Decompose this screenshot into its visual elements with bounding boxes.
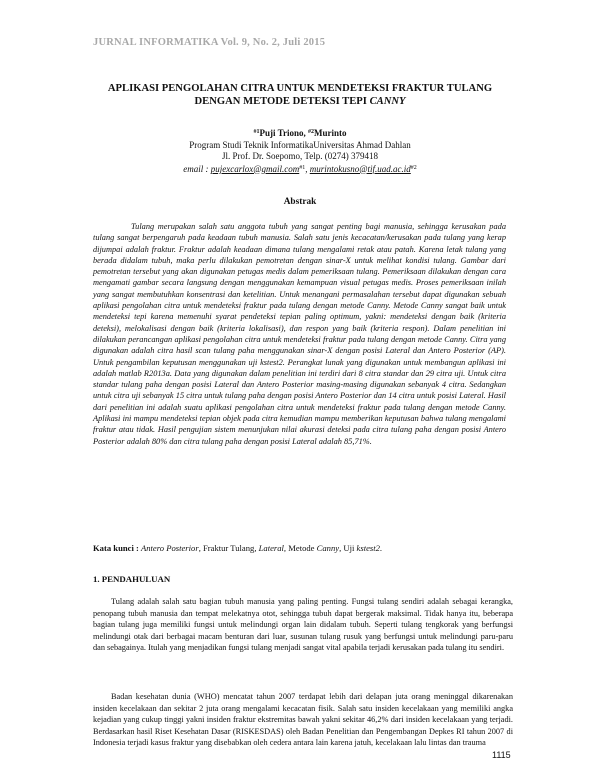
journal-running-header: JURNAL INFORMATIKA Vol. 9, No. 2, Juli 2015 bbox=[93, 37, 326, 48]
author-names bbox=[60, 127, 540, 140]
author-emails: email : pujexcarlox@gmail.com$^{\#1}$, $murintokusno@tif.uad.ac.id^{\#2}$ bbox=[183, 163, 417, 174]
email-2-marker: #2 bbox=[410, 164, 417, 171]
section-heading-pendahuluan: 1. PENDAHULUAN bbox=[93, 574, 171, 584]
page-number: 1115 bbox=[492, 750, 511, 760]
author-2-name: Murinto bbox=[313, 128, 347, 138]
title-line-2 bbox=[60, 95, 540, 108]
title-line-1: APLIKASI PENGOLAHAN CITRA UNTUK MENDETEKSI FRAKTUR TULANG bbox=[107, 83, 493, 94]
title-line-2-text: DENGAN METODE DETEKSI TEPI bbox=[194, 96, 367, 107]
keyword-kstest2: kstest2 bbox=[356, 543, 380, 553]
title-method-name: CANNY bbox=[369, 96, 406, 107]
keywords bbox=[93, 543, 513, 553]
abstract-text: Tulang merupakan salah satu anggota tubuh yang sangat penting bagi manusia, sehingga kerusakan pada tulang sangat berpengaruh pada keadaan tubuh manusia. Salah satu jenis kecacatan/kerusakan pada tulang yang kerap dijumpai adalah fraktur. Fraktur adalah keadaan dimana tulang mengalami retak atau patah. Karena letak tulang yang berada didalam tubuh, maka perlu dilakukan pemotretan dengan sinar-X untuk melihat kondisi tulang. Gambar dari pemotretan tersebut yang akan digunakan petugas medis dalam pemeriksaan tulang. Pemeriksaan dilakukan dengan cara mengamati gambar secara langsung dengan menggunakan kemampuan visual petugas medis. Proses pemeriksaan inilah yang sangat membutuhkan konsentrasi dan ketelitian. Untuk menangani permasalahan tersebut dapat digunakan sebuah aplikasi pengolahan citra untuk mendeteksi fraktur pada tulang dengan metode Canny. Metode Canny sangat baik untuk mendeteksi tepi karena memenuhi syarat pendeteksi tepian paling optimum, yakni: mendeteksi dengan baik (kriteria deteksi), melokalisasi dengan baik (kriteria lokalisasi), dan respon yang baik (kriteria respon). Dalam penelitian ini dilakukan perancangan aplikasi pengolahan citra untuk mendeteksi fraktur pada tulang dengan metode Canny. Citra yang digunakan adalah citra hasil scan tulang paha menggunakan sinar-X dengan posisi Lateral dan Antero Posterior (AP). Untuk pengambilan keputusan menggunakan uji kstest2. Perangkat lunak yang digunakan untuk membangun aplikasi ini adalah matlab R2013a. Data yang digunakan dalam penelitian ini terdiri dari 8 citra standar dan 29 citra uji. Untuk citra standar tulang paha dengan posisi Lateral dan Antero Posterior masing-masing digunakan sebanyak 4 citra. Sedangkan untuk citra uji sebanyak 15 citra untuk tulang paha dengan posisi Antero Posterior dan 14 citra untuk posisi Lateral. Hasil dari penelitian ini adalah suatu aplikasi pengolahan citra untuk mendeteksi fraktur pada tulang dengan metode Canny. Aplikasi ini mampu mendeteksi tepian objek pada citra kemudian mampu memberikan keputusan bahwa tulang mengalami fraktur atau tidak. Hasil pengujian sistem menunjukan nilai akurasi deteksi pada citra tulang paha dengan posisi Antero Posterior adalah 80% dan citra tulang paha dengan posisi Lateral adalah 85,71%. bbox=[93, 222, 506, 446]
abstract-heading: Abstrak bbox=[283, 197, 317, 207]
keywords-label: Kata kunci : bbox=[93, 543, 139, 553]
body-paragraph-2: Badan kesehatan dunia (WHO) mencatat tahun 2007 terdapat lebih dari delapan juta orang meninggal dikarenakan insiden kecelakaan dan sekitar 2 juta orang mengalami kecacatan fisik. Salah satu insiden kecelakaan yang memiliki angka kejadian yang cukup tinggi yakni insiden fraktur ekstremitas bawah yakni sekitar 46,2% dari insiden kecelakaan yang terjadi. Berdasarkan hasil Riset Kesehatan Dasar (RISKESDAS) oleh Badan Penelitian dan Pengembangan Depkes RI tahun 2007 di Indonesia terjadi kasus fraktur yang disebabkan oleh cedera antara lain karena jatuh, kecelakaan lalu lintas dan trauma bbox=[93, 692, 513, 748]
author-1-marker: #1 bbox=[253, 129, 260, 135]
author-2-marker: #2 bbox=[307, 129, 314, 135]
keyword-canny: Canny bbox=[316, 543, 340, 553]
keyword-sep-2: Metode bbox=[286, 543, 317, 553]
email-label: email bbox=[183, 163, 204, 174]
author-1-name: Puji Triono, bbox=[259, 128, 306, 138]
email-link-1[interactable]: pujexcarlox@gmail.com bbox=[210, 163, 300, 174]
author-address: Jl. Prof. Dr. Soepomo, Telp. (0274) 379418 bbox=[222, 151, 378, 161]
email-link-2[interactable]: murintokusno@tif.uad.ac.id bbox=[309, 163, 411, 174]
keyword-end: . bbox=[379, 543, 383, 553]
keyword-antero-posterior: Antero Posterior bbox=[141, 543, 199, 553]
keyword-lateral: Lateral, bbox=[258, 543, 287, 553]
keyword-sep-3: , Uji bbox=[339, 543, 357, 553]
email-1-marker: #1 bbox=[299, 164, 306, 171]
author-block bbox=[60, 127, 540, 175]
keyword-sep-1: , Fraktur Tulang, bbox=[198, 543, 259, 553]
paper-title bbox=[60, 82, 540, 108]
author-affiliation: Program Studi Teknik InformatikaUniversitas Ahmad Dahlan bbox=[189, 139, 411, 150]
body-paragraph-1: Tulang adalah salah satu bagian tubuh manusia yang paling penting. Fungsi tulang sendiri adalah sebagai kerangka, penopang tubuh manusia dan tempat melekatnya otot, sehingga tubuh dapat bergerak maksimal. Tidak hanya itu, beberapa bagian tulang juga memiliki fungsi untuk melindungi organ lain didalam tubuh. Seperti tulang tengkorak yang berfungsi melindungi otak dari berbagai macam benturan dari luar, susunan tulang rusuk yang berfungsi untuk melindungi paru-paru dan sebagainya. Itulah yang menjadikan fungsi tulang menjadi sangat vital apabila terjadi kerusakan pada tulang itu sendiri. bbox=[93, 597, 513, 653]
